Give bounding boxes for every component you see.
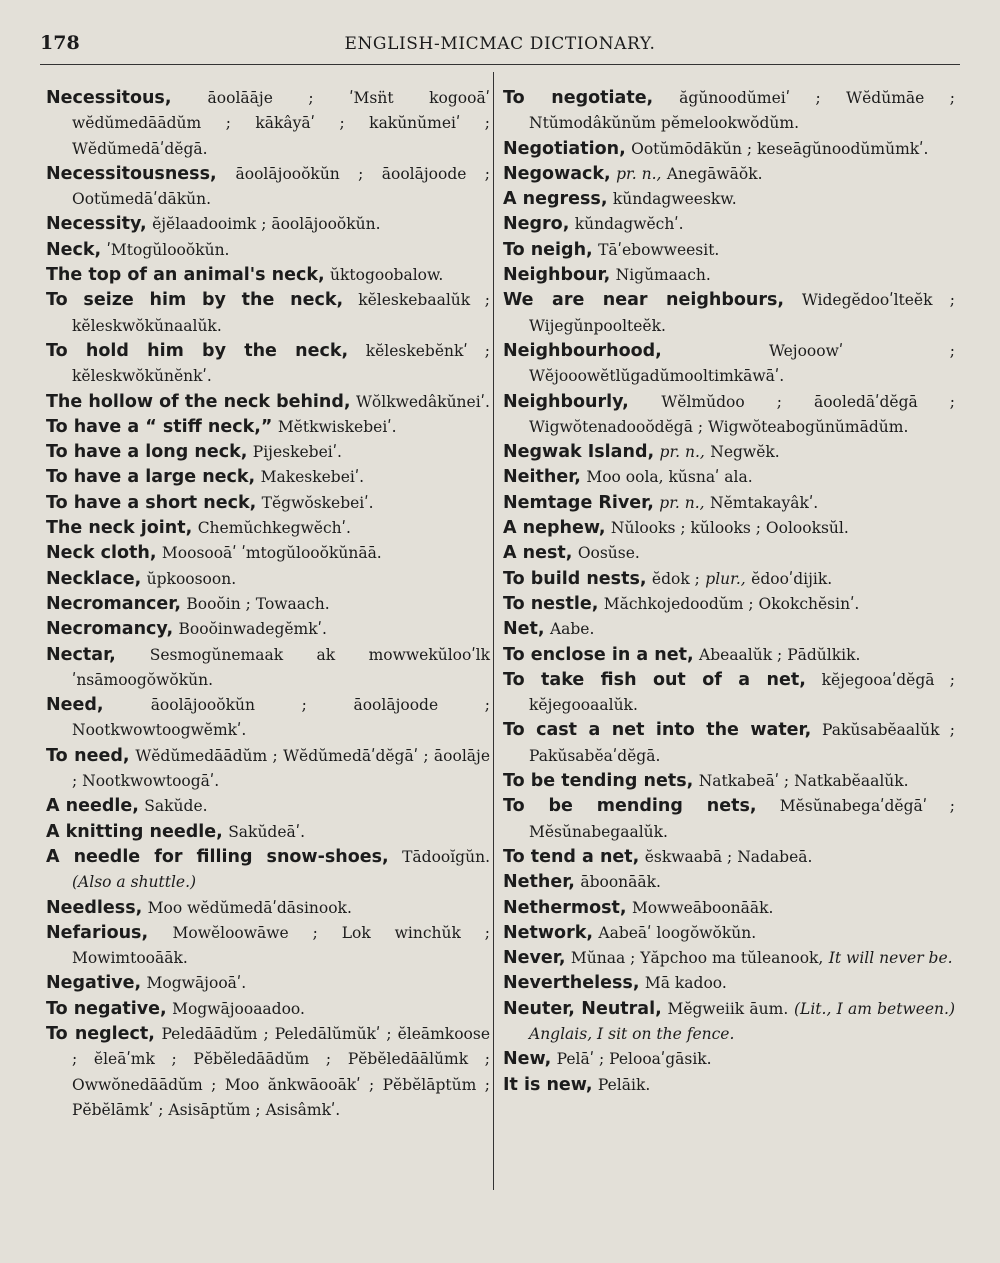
dictionary-entry: [503, 86, 955, 137]
entry-note: It will never be.: [828, 949, 953, 968]
entry-definition: Sesmogŭnemaak ak mowwekŭlooʹlk ʹnsāmoogŏwŏkŭn.: [72, 645, 491, 689]
dictionary-entry: [46, 820, 490, 845]
entry-definition: Nigŭmaach.: [615, 266, 711, 285]
column-divider: [493, 72, 494, 1190]
dictionary-entry: [503, 870, 955, 895]
entry-headword: Nemtage River,: [503, 492, 654, 513]
entry-headword: To enclose in a net,: [503, 644, 694, 665]
entry-note: plur.,: [705, 569, 746, 588]
entry-definition: Anegāwāŏk.: [666, 164, 763, 183]
dictionary-entry: [46, 491, 490, 516]
entry-definition: āboonāāk.: [580, 873, 661, 892]
dictionary-entry: [46, 440, 490, 465]
dictionary-entry: [46, 1022, 490, 1123]
entry-definition: kŭndagwĕchʹ.: [574, 215, 684, 234]
entry-definition: ĕdok ;: [651, 569, 700, 588]
entry-headword: To seize him by the neck,: [46, 290, 344, 311]
entry-definition: kĕleskebĕnkʹ ; kĕleskwŏkŭnĕnkʹ.: [72, 341, 490, 386]
dictionary-entry: [503, 668, 955, 719]
entry-definition: ăgŭnoodŭmeiʹ ; Wĕdŭmāe ; Ntŭmodâkŭnŭm pĕmelookwŏdŭm.: [529, 89, 955, 133]
entry-headword: Neck,: [46, 239, 102, 260]
entry-definition: Sakŭdeāʹ.: [228, 822, 305, 841]
dictionary-entry: [46, 693, 490, 744]
entry-definition: kĕjegooaʹdĕgā ; kĕjegooaalŭk.: [529, 670, 955, 715]
entry-definition: Mogwājooāʹ.: [146, 974, 247, 993]
entry-headword: Nefarious,: [46, 922, 149, 943]
dictionary-entry: [46, 238, 490, 263]
entry-headword: Necromancy,: [46, 619, 174, 640]
entry-headword: A needle,: [46, 796, 139, 817]
entry-headword: Negwak Island,: [503, 442, 655, 463]
entry-headword: To tend a net,: [503, 846, 640, 867]
entry-headword: Nevertheless,: [503, 973, 640, 994]
entry-definition: kŭndagweeskw.: [612, 190, 737, 209]
entry-definition: ŭktogoobalow.: [330, 266, 444, 285]
entry-definition: Moo wĕdŭmedāʹdāsinook.: [147, 898, 352, 917]
entry-headword: To have a long neck,: [46, 442, 248, 463]
entry-definition: ŭpkoosoon.: [146, 569, 237, 588]
entry-headword: To negative,: [46, 998, 167, 1019]
entry-headword: Negotiation,: [503, 138, 626, 159]
dictionary-entry: [503, 465, 955, 490]
page-number: 178: [40, 32, 80, 54]
entry-note: pr. n.,: [659, 493, 705, 512]
entry-headword: Neighbourhood,: [503, 340, 662, 361]
entry-headword: Needless,: [46, 897, 143, 918]
dictionary-entry: [503, 263, 955, 288]
entry-definition: Natkabeāʹ ; Natkabĕaalŭk.: [698, 772, 909, 791]
entry-definition: Makeskebeiʹ.: [260, 468, 365, 487]
entry-headword: Nether,: [503, 872, 575, 893]
header-rule: [40, 64, 960, 65]
entry-headword: The top of an animal's neck,: [46, 265, 325, 286]
entry-headword: Never,: [503, 948, 566, 969]
entry-definition: āoolāāje ; ʹMsn̈t kogooāʹ wĕdŭmedāādŭm ; kākâyāʹ ; kakŭnŭmeiʹ ; Wĕdŭmedāʹdĕgā.: [72, 89, 490, 158]
dictionary-entry: [46, 390, 490, 415]
entry-definition: Booŏin ; Towaach.: [186, 594, 330, 613]
entry-headword: The neck joint,: [46, 518, 193, 539]
entry-definition: Tādooĭgŭn.: [402, 847, 490, 866]
dictionary-entry: [503, 541, 955, 566]
dictionary-entry: [503, 187, 955, 212]
entry-headword: Network,: [503, 922, 593, 943]
entry-headword: Negowack,: [503, 163, 611, 184]
dictionary-entry: [503, 1047, 955, 1072]
dictionary-entry: [46, 263, 490, 288]
entry-definition: Mŭnaa ; Yăpchoo ma tŭleanook,: [570, 949, 824, 968]
dictionary-entry: [46, 592, 490, 617]
entry-headword: New,: [503, 1049, 552, 1070]
entry-headword: Neck cloth,: [46, 543, 157, 564]
entry-headword: Need,: [46, 695, 104, 716]
entry-headword: Nethermost,: [503, 897, 627, 918]
dictionary-entry: [46, 643, 490, 694]
entry-headword: To neigh,: [503, 239, 593, 260]
dictionary-entry: [503, 592, 955, 617]
dictionary-entry: [46, 896, 490, 921]
dictionary-entry: [503, 794, 955, 845]
entry-headword: Necessitousness,: [46, 163, 217, 184]
dictionary-entry: [46, 212, 490, 237]
dictionary-entry: [503, 997, 955, 1048]
entry-note: pr. n.,: [659, 443, 705, 462]
dictionary-entry: [46, 415, 490, 440]
dictionary-entry: [46, 997, 490, 1022]
entry-headword: Necessitous,: [46, 88, 172, 108]
dictionary-entry: [46, 288, 490, 339]
entry-definition: Mowĕloowāwe ; Lok winchŭk ; Mowimtooāāk.: [72, 923, 490, 968]
dictionary-entry: [503, 440, 955, 465]
entry-headword: To need,: [46, 745, 130, 766]
entry-headword: We are near neighbours,: [503, 290, 785, 311]
entry-headword: Necromancer,: [46, 593, 181, 614]
entry-definition: Aabe.: [549, 620, 595, 639]
dictionary-entry: [503, 769, 955, 794]
entry-headword: Neither,: [503, 467, 581, 488]
entry-headword: To take fish out of a net,: [503, 669, 806, 690]
entry-definition: Mowweāboonāāk.: [631, 898, 774, 917]
entry-definition: Peledāādŭm ; Peledālŭmŭkʹ ; ĕleāmkoose ; ĕleāʹmk ; Pĕbĕledāādŭm ; Pĕbĕledāālŭmk ; Owwŏnedāādŭm ; Moo ănkwāooākʹ ; Pĕbĕlāptŭm ; Pĕbĕlāmkʹ ; Asisāptŭm ; Asisâmkʹ.: [72, 1024, 490, 1119]
entry-definition: Booŏinwadegĕmkʹ.: [178, 620, 327, 639]
entry-headword: Neighbourly,: [503, 391, 629, 412]
entry-headword: Negative,: [46, 973, 142, 994]
entry-headword: Necessity,: [46, 214, 147, 235]
dictionary-entry: [503, 339, 955, 390]
entry-headword: Nectar,: [46, 644, 116, 665]
dictionary-entry: [46, 845, 490, 896]
entry-definition: Pelāik.: [597, 1075, 651, 1094]
dictionary-entry: [503, 643, 955, 668]
entry-definition: Mogwājooaadoo.: [172, 999, 305, 1018]
entry-definition: Nĕmtakayâkʹ.: [710, 493, 819, 512]
entry-definition: Oosŭse.: [577, 544, 640, 563]
dictionary-entry: [503, 491, 955, 516]
entry-definition: Mĕgweiik āum.: [667, 999, 789, 1018]
entry-headword: Net,: [503, 619, 545, 640]
dictionary-entry: [46, 339, 490, 390]
entry-definition: Ootŭmōdākŭn ; keseāgŭnoodŭmŭmkʹ.: [631, 139, 929, 158]
entry-headword: To have a “ stiff neck,”: [46, 416, 273, 437]
running-title: ENGLISH-MICMAC DICTIONARY.: [344, 34, 656, 54]
dictionary-entry: [503, 1073, 955, 1098]
dictionary-entry: [503, 212, 955, 237]
entry-definition: Aabeāʹ loogŏwŏkŭn.: [598, 923, 757, 942]
entry-headword: To negotiate,: [503, 88, 654, 108]
entry-definition: ĕjĕlaadooimk ; āoolājooŏkŭn.: [152, 215, 381, 234]
dictionary-entry: [46, 617, 490, 642]
dictionary-entry: [503, 238, 955, 263]
entry-definition: ʹMtogŭlooŏkŭn.: [106, 240, 230, 259]
entry-definition: kĕleskebaalŭk ; kĕleskwŏkŭnaalŭk.: [72, 291, 490, 335]
entry-headword: To have a short neck,: [46, 492, 257, 513]
entry-headword: To build nests,: [503, 568, 647, 589]
left-column: [46, 86, 490, 1123]
entry-headword: A negress,: [503, 189, 608, 210]
dictionary-entry: [503, 971, 955, 996]
dictionary-entry: [46, 541, 490, 566]
entry-definition: Mĕtkwiskebeiʹ.: [277, 417, 397, 436]
dictionary-entry: [46, 465, 490, 490]
entry-definition: Tāʹebowweesit.: [598, 240, 720, 259]
dictionary-entry: [503, 896, 955, 921]
entry-headword: Necklace,: [46, 568, 142, 589]
page-header: [40, 32, 960, 62]
entry-definition: Chemŭchkegwĕchʹ.: [197, 519, 351, 538]
entry-note: (Lit., I am between.) Anglais, I sit on the fence.: [529, 999, 956, 1043]
entry-definition: Wejooowʹ ; Wĕjooowĕtlŭgadŭmooltimkāwāʹ.: [529, 341, 956, 386]
entry-headword: A knitting needle,: [46, 821, 223, 842]
entry-definition: Măchkojedoodŭm ; Okokchĕsinʹ.: [603, 594, 860, 613]
dictionary-entry: [46, 794, 490, 819]
entry-headword: It is new,: [503, 1074, 593, 1095]
entry-headword: The hollow of the neck behind,: [46, 391, 351, 412]
entry-definition: Sakŭde.: [144, 797, 208, 816]
dictionary-entry: [503, 617, 955, 642]
entry-headword: To cast a net into the water,: [503, 720, 812, 741]
entry-definition: Pelāʹ ; Pelooaʹgāsik.: [556, 1050, 712, 1069]
dictionary-entry: [503, 921, 955, 946]
entry-definition: Pakŭsabĕaalŭk ; Pakŭsabĕaʹdĕgā.: [529, 721, 955, 765]
dictionary-entry: [503, 567, 955, 592]
entry-headword: To neglect,: [46, 1023, 155, 1044]
dictionary-entry: [503, 718, 955, 769]
entry-definition: Tĕgwŏskebeiʹ.: [261, 493, 374, 512]
entry-definition: Wŏlkwedâkŭneiʹ.: [355, 392, 490, 411]
entry-definition: āoolājooŏkŭn ; āoolājoode ; Ootŭmedāʹdākŭn.: [72, 164, 491, 209]
dictionary-entry: [46, 567, 490, 592]
entry-definition: Nŭlooks ; kŭlooks ; Oolooksŭl.: [610, 519, 849, 538]
dictionary-entry: [46, 516, 490, 541]
entry-note: (Also a shuttle.): [72, 873, 197, 892]
dictionary-entry: [503, 137, 955, 162]
dictionary-entry: [46, 744, 490, 795]
entry-headword: A nephew,: [503, 518, 606, 539]
entry-definition: Pijeskebeiʹ.: [252, 443, 342, 462]
entry-definition: Negwĕk.: [710, 443, 780, 462]
dictionary-entry: [46, 162, 490, 213]
dictionary-entry: [503, 516, 955, 541]
entry-headword: To be mending nets,: [503, 796, 757, 817]
dictionary-entry: [503, 162, 955, 187]
entry-definition: Wĕlmŭdoo ; āooledāʹdĕgā ; Wigwŏtenadooŏdĕgā ; Wigwŏteabogŭnŭmādŭm.: [529, 392, 955, 436]
dictionary-entry: [46, 921, 490, 972]
dictionary-entry: [503, 390, 955, 441]
entry-headword: To have a large neck,: [46, 467, 256, 488]
dictionary-entry: [503, 288, 955, 339]
entry-definition: Moosooāʹ ʹmtogŭlooŏkŭnāā.: [161, 544, 382, 563]
entry-headword: A needle for filling snow-shoes,: [46, 846, 389, 867]
entry-definition: Wĕdŭmedāādŭm ; Wĕdŭmedāʹdĕgāʹ ; āoolāje ; Nootkwowtoogāʹ.: [72, 746, 490, 791]
entry-definition: ĕskwaabā ; Nadabeā.: [644, 847, 813, 866]
entry-headword: To be tending nets,: [503, 771, 694, 792]
entry-definition: Abeaalŭk ; Pādŭlkik.: [699, 645, 861, 664]
entry-headword: Neighbour,: [503, 265, 611, 286]
dictionary-entry: [503, 845, 955, 870]
entry-definition: ĕdooʹdijik.: [751, 569, 833, 588]
entry-headword: To hold him by the neck,: [46, 340, 349, 361]
entry-note: pr. n.,: [616, 164, 662, 183]
entry-definition: āoolājooŏkŭn ; āoolājoode ; Nootkwowtoogwĕmkʹ.: [72, 696, 490, 740]
dictionary-entry: [46, 971, 490, 996]
entry-headword: A nest,: [503, 543, 573, 564]
entry-definition: Mĕsŭnabegaʹdĕgāʹ ; Mĕsŭnabegaalŭk.: [529, 797, 956, 841]
dictionary-entry: [46, 86, 490, 162]
entry-headword: To nestle,: [503, 593, 599, 614]
right-column: [503, 86, 955, 1098]
entry-headword: Neuter, Neutral,: [503, 998, 662, 1019]
entry-headword: Negro,: [503, 214, 570, 235]
entry-definition: Moo oola, kŭsnaʹ ala.: [586, 468, 753, 487]
entry-definition: Mā kadoo.: [644, 974, 727, 993]
entry-definition: Widegĕdooʹlteĕk ; Wijegŭnpoolteĕk.: [529, 291, 956, 335]
dictionary-entry: [503, 946, 955, 971]
